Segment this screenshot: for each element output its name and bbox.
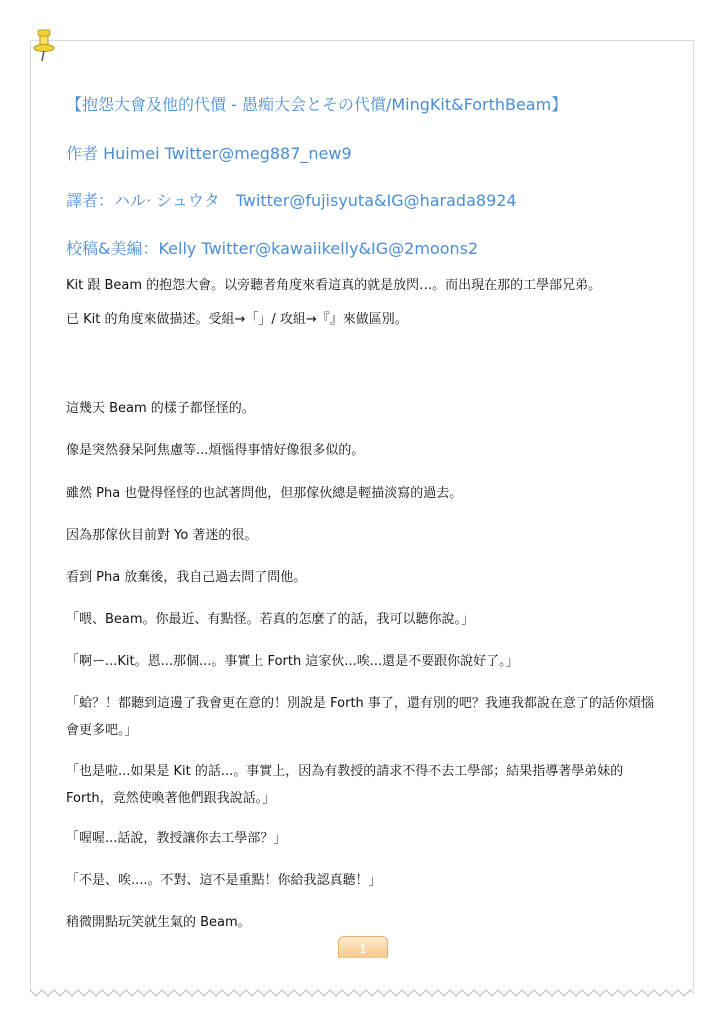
editor-line: 校稿&美編：Kelly Twitter@kawaiikelly&IG@2moons2 [66,239,479,258]
story-paragraph: 雖然 Pha 也覺得怪怪的也試著問他，但那傢伙總是輕描淡寫的過去。 [66,486,463,501]
story-paragraph: 稍微開點玩笑就生氣的 Beam。 [66,915,251,930]
story-paragraph: 因為那傢伙目前對 Yo 著迷的很。 [66,528,258,543]
intro-paragraph: 已 Kit 的角度來做描述。受組→「」/ 攻組→『』來做區別。 [66,312,408,327]
story-paragraph: 「蛤？！都聽到這邊了我會更在意的！別說是 Forth 事了，還有別的吧？我連我都說在意了的話你煩惱會更多吧。」 [66,696,654,738]
story-paragraph: 這幾天 Beam 的樣子都怪怪的。 [66,401,255,416]
story-paragraph: 「啊ー...Kit。恩...那個...。事實上 Forth 這家伙...唉...還是不要跟你說好了。」 [66,654,519,669]
author-line: 作者 Huimei Twitter@meg887_new9 [66,144,352,163]
page-number: 1 [338,936,388,958]
page-torn-edge [30,984,694,998]
story-paragraph: 「喔喔...話說，教授讓你去工學部？」 [66,831,287,846]
intro-paragraph: Kit 跟 Beam 的抱怨大會。以旁聽者角度來看這真的就是放閃…。而出現在那的工學部兄弟。 [66,278,602,293]
story-paragraph: 「喂、Beam。你最近、有點怪。若真的怎麼了的話，我可以聽你說。」 [66,612,475,627]
translator-line: 譯者：ハル· シュウタ Twitter@fujisyuta&IG@harada8924 [66,191,517,210]
story-paragraph: 「也是啦...如果是 Kit 的話...。事實上，因為有教授的請求不得不去工學部；結果指導著學弟妹的 Forth，竟然使喚著他們跟我說話。」 [66,764,624,806]
pushpin-icon [30,28,56,62]
document-title: 【抱怨大會及他的代價 - 愚痴大会とその代償/MingKit&ForthBeam】 [66,95,568,114]
story-paragraph: 看到 Pha 放棄後，我自己過去問了問他。 [66,570,307,585]
story-paragraph: 「不是、唉....。不對、這不是重點！你給我認真聽！」 [66,873,382,888]
story-paragraph: 像是突然發呆阿焦慮等...煩惱得事情好像很多似的。 [66,443,365,458]
